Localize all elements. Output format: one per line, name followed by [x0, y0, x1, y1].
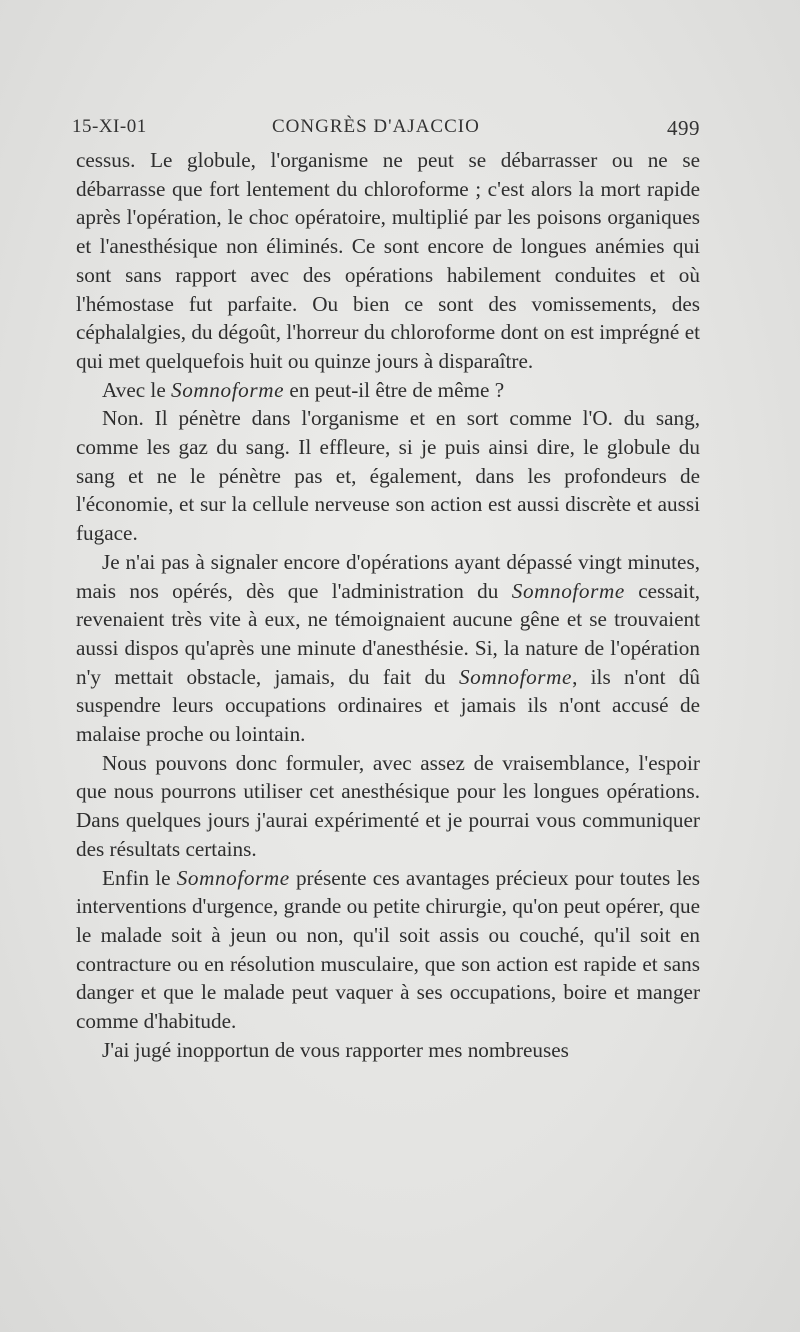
paragraph-text: Enfin le	[102, 865, 177, 890]
paragraph	[76, 548, 700, 749]
paragraph	[76, 1036, 700, 1065]
paragraph	[76, 376, 700, 405]
italic-term: Somnoforme	[176, 865, 290, 890]
paragraph	[76, 864, 700, 1036]
italic-term: Somnoforme	[171, 377, 285, 402]
paragraph-text: J'ai jugé inopportun de vous rapporter mes nombreuses	[102, 1037, 569, 1062]
paragraph-text: en peut-il être de même ?	[284, 377, 505, 402]
header-date: 15-XI-01	[72, 116, 147, 137]
paragraph-text: Je n'ai pas à signaler encore d'opérations ayant dépassé vingt minutes, mais nos opérés, dès que l'administration du	[76, 549, 700, 603]
paragraph-text: cessait, revenaient très vite à eux, ne témoignaient aucune gêne et se trouvaient aussi dispos qu'après une minute d'anesthésie. Si, la nature de l'opération n'y mettait obstacle, jamais, du fait du	[76, 578, 700, 689]
paragraph-text: Non. Il pénètre dans l'organisme et en sort comme l'O. du sang, comme les gaz du sang. Il effleure, si je puis ainsi dire, le globule du sang et ne le pénètre pas et, également, dans les profondeurs de l'économie, et sur la cellule nerveuse son action est aussi discrète et aussi fugace.	[76, 406, 700, 546]
body-text	[76, 146, 700, 1065]
italic-term: Somnoforme	[511, 578, 625, 603]
page-number: 499	[667, 116, 700, 140]
paragraph-text: Avec le	[102, 377, 172, 402]
italic-term: Somnoforme	[458, 664, 573, 689]
paragraph	[76, 146, 700, 376]
paragraph-text: Nous pouvons donc formuler, avec assez de vraisemblance, l'espoir que nous pourrons utiliser cet anesthésique pour les longues opérations. Dans quelques jours j'aurai expérimenté et je pourrai vous communiquer des résultats certains.	[76, 750, 700, 861]
paragraph-text: cessus. Le globule, l'organisme ne peut se débarrasser ou ne se débarrasse que fort lentement du chloroforme ; c'est alors la mort rapide après l'opération, le choc opératoire, multiplié par les poisons organiques et l'anesthésique non éliminés. Ce sont encore de longues anémies qui sont sans rapport avec des opérations habilement conduites et où l'hémostase fut parfaite. Ou bien ce sont des vomissements, des céphalalgies, du dégoût, l'horreur du chloroforme dont on est imprégné et qui met quelquefois huit ou quinze jours à disparaître.	[76, 148, 700, 373]
paragraph-text: présente ces avantages précieux pour toutes les interventions d'urgence, grande ou petite chirurgie, qu'on peut opérer, que le malade soit à jeun ou non, qu'il soit assis ou couché, qu'il soit en contracture ou en résolution musculaire, que son action est rapide et sans danger et que le malade peut vaquer à ses occupations, boire et manger comme d'habitude.	[76, 865, 700, 1034]
paragraph	[76, 749, 700, 864]
header-title: CONGRÈS D'AJACCIO	[272, 116, 480, 137]
paragraph	[76, 404, 700, 548]
paragraph-text: , ils n'ont dû suspendre leurs occupations ordinaires et jamais ils n'ont accusé de malaise proche ou lointain.	[76, 664, 700, 747]
running-header	[72, 114, 700, 144]
